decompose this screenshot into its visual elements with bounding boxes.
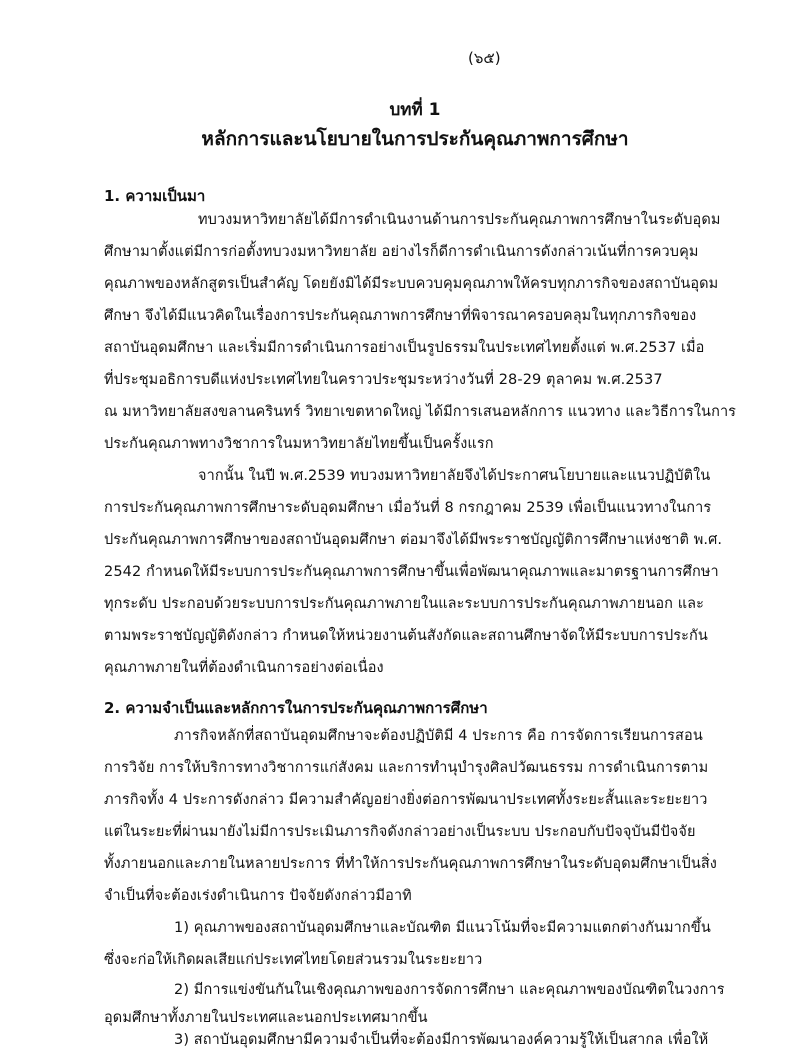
paragraph-line: ศึกษา จึงได้มีแนวคิดในเรื่องการประกันคุณภาพการศึกษาที่พิจารณาครอบคลุมในทุกภารกิจของ	[104, 308, 697, 324]
paragraph-line: การประกันคุณภาพการศึกษาระดับอุดมศึกษา เมื่อวันที่ 8 กรกฎาคม 2539 เพื่อเป็นแนวทางในการ	[104, 500, 712, 516]
list-item-line: 3) สถาบันอุดมศึกษามีความจำเป็นที่จะต้องมีการพัฒนาองค์ความรู้ให้เป็นสากล เพื่อให้	[174, 1032, 709, 1048]
paragraph-line: คุณภาพของหลักสูตรเป็นสำคัญ โดยยังมิได้มีระบบควบคุมคุณภาพให้ครบทุกภารกิจของสถาบันอุดม	[104, 276, 719, 292]
paragraph-line: จำเป็นที่จะต้องเร่งดำเนินการ ปัจจัยดังกล่าวมีอาทิ	[104, 888, 412, 904]
paragraph-line: ทั้งภายนอกและภายในหลายประการ ที่ทำให้การประกันคุณภาพการศึกษาในระดับอุดมศึกษาเป็นสิ่ง	[104, 856, 717, 872]
paragraph-line: การวิจัย การให้บริการทางวิชาการแก่สังคม และการทำนุบำรุงศิลปวัฒนธรรม การดำเนินการตาม	[104, 760, 709, 776]
paragraph-line: คุณภาพภายในที่ต้องดำเนินการอย่างต่อเนื่อง	[104, 660, 384, 676]
chapter-title: หลักการและนโยบายในการประกันคุณภาพการศึกษา	[201, 128, 629, 150]
list-item-line: ซึ่งจะก่อให้เกิดผลเสียแก่ประเทศไทยโดยส่วนรวมในระยะยาว	[104, 952, 483, 968]
paragraph-line: ทบวงมหาวิทยาลัยได้มีการดำเนินงานด้านการประกันคุณภาพการศึกษาในระดับอุดม	[198, 212, 721, 228]
page-number: (๖๕)	[468, 49, 501, 67]
section-1-heading: 1. ความเป็นมา	[104, 187, 206, 205]
paragraph-line: ประกันคุณภาพทางวิชาการในมหาวิทยาลัยไทยขึ้นเป็นครั้งแรก	[104, 436, 494, 452]
paragraph-line: ภารกิจหลักที่สถาบันอุดมศึกษาจะต้องปฏิบัติมี 4 ประการ คือ การจัดการเรียนการสอน	[174, 728, 703, 744]
paragraph-line: ตามพระราชบัญญัติดังกล่าว กำหนดให้หน่วยงานต้นสังกัดและสถานศึกษาจัดให้มีระบบการประกัน	[104, 628, 708, 644]
list-item-line: อุดมศึกษาทั้งภายในประเทศและนอกประเทศมากขึ้น	[104, 1010, 428, 1026]
paragraph-line: สถาบันอุดมศึกษา และเริ่มมีการดำเนินการอย่างเป็นรูปธรรมในประเทศไทยตั้งแต่ พ.ศ.2537 เมื่อ	[104, 340, 705, 356]
paragraph-line: ที่ประชุมอธิการบดีแห่งประเทศไทยในคราวประชุมระหว่างวันที่ 28-29 ตุลาคม พ.ศ.2537	[104, 372, 663, 388]
paragraph-line: จากนั้น ในปี พ.ศ.2539 ทบวงมหาวิทยาลัยจึงได้ประกาศนโยบายและแนวปฏิบัติใน	[198, 468, 711, 484]
paragraph-line: ทุกระดับ ประกอบด้วยระบบการประกันคุณภาพภายในและระบบการประกันคุณภาพภายนอก และ	[104, 596, 705, 612]
section-2-heading: 2. ความจำเป็นและหลักการในการประกันคุณภาพการศึกษา	[104, 699, 488, 717]
chapter-heading: บทที่ 1	[389, 100, 441, 120]
list-item-line: 2) มีการแข่งขันกันในเชิงคุณภาพของการจัดการศึกษา และคุณภาพของบัณฑิตในวงการ	[174, 982, 725, 998]
paragraph-line: ณ มหาวิทยาลัยสงขลานครินทร์ วิทยาเขตหาดใหญ่ ได้มีการเสนอหลักการ แนวทาง และวิธีการในการ	[104, 404, 737, 420]
paragraph-line: ศึกษามาตั้งแต่มีการก่อตั้งทบวงมหาวิทยาลัย อย่างไรก็ดีการดำเนินการดังกล่าวเน้นที่การควบคุม	[104, 244, 699, 260]
paragraph-line: แต่ในระยะที่ผ่านมายังไม่มีการประเมินภารกิจดังกล่าวอย่างเป็นระบบ ประกอบกับปัจจุบันมีปัจจัย	[104, 824, 696, 840]
list-item-line: 1) คุณภาพของสถาบันอุดมศึกษาและบัณฑิต มีแนวโน้มที่จะมีความแตกต่างกันมากขึ้น	[174, 920, 711, 936]
paragraph-line: 2542 กำหนดให้มีระบบการประกันคุณภาพการศึกษาขึ้นเพื่อพัฒนาคุณภาพและมาตรฐานการศึกษา	[104, 564, 719, 580]
paragraph-line: ภารกิจทั้ง 4 ประการดังกล่าว มีความสำคัญอย่างยิ่งต่อการพัฒนาประเทศทั้งระยะสั้นและระยะยาว	[104, 792, 708, 808]
paragraph-line: ประกันคุณภาพการศึกษาของสถาบันอุดมศึกษา ต่อมาจึงได้มีพระราชบัญญัติการศึกษาแห่งชาติ พ.ศ.	[104, 532, 723, 548]
